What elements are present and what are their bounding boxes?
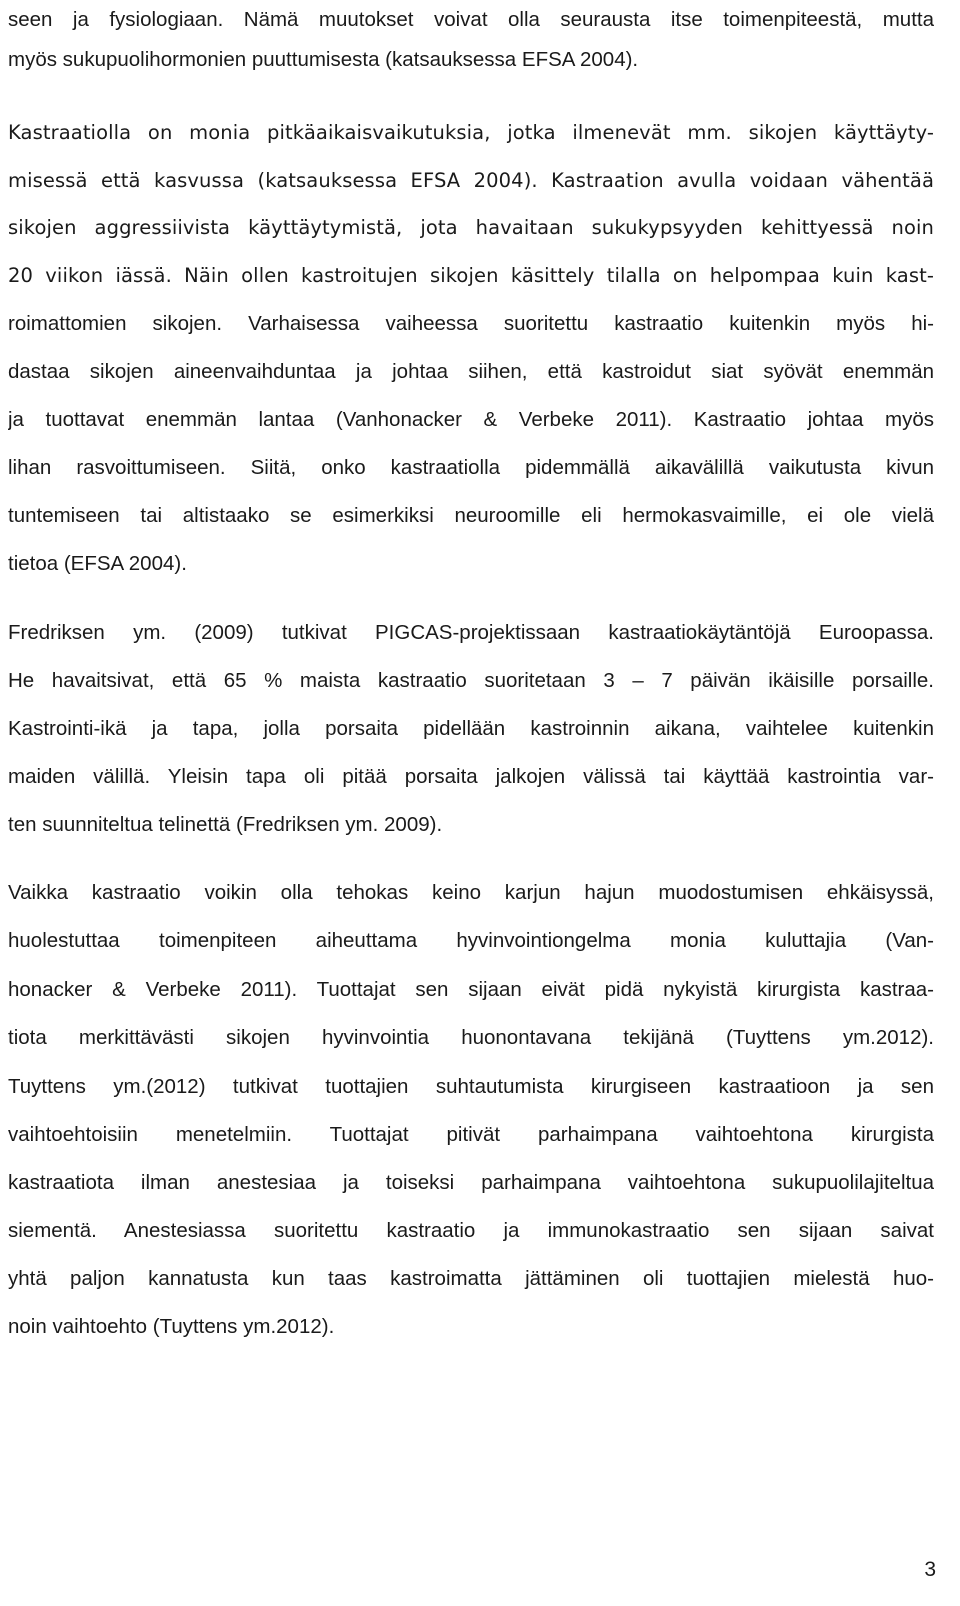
text-line: dastaa sikojen aineenvaihduntaa ja johtaa siihen, että kastroidut siat syövät enemmän bbox=[8, 360, 934, 383]
text-line: myös sukupuolihormonien puuttumisesta (katsauksessa EFSA 2004). bbox=[8, 48, 639, 71]
text-line: ja tuottavat enemmän lantaa (Vanhonacker & Verbeke 2011). Kastraatio johtaa myös bbox=[8, 408, 934, 431]
text-line: 20 viikon iässä. Näin ollen kastroitujen sikojen käsittely tilalla on helpompaa kuin kast- bbox=[8, 264, 934, 287]
text-line: yhtä paljon kannatusta kun taas kastroimatta jättäminen oli tuottajien mielestä huo- bbox=[8, 1267, 934, 1290]
text-line: huolestuttaa toimenpiteen aiheuttama hyvinvointiongelma monia kuluttajia (Van- bbox=[8, 929, 934, 952]
text-line: He havaitsivat, että 65 % maista kastraatio suoritetaan 3 – 7 päivän ikäisille porsaille. bbox=[8, 669, 934, 692]
text-line: vaihtoehtoisiin menetelmiin. Tuottajat pitivät parhaimpana vaihtoehtona kirurgista bbox=[8, 1123, 934, 1146]
text-line: honacker & Verbeke 2011). Tuottajat sen sijaan eivät pidä nykyistä kirurgista kastraa- bbox=[8, 978, 934, 1001]
text-line: noin vaihtoehto (Tuyttens ym.2012). bbox=[8, 1315, 335, 1338]
text-line: tiota merkittävästi sikojen hyvinvointia huonontavana tekijänä (Tuyttens ym.2012). bbox=[8, 1026, 934, 1049]
text-line: Vaikka kastraatio voikin olla tehokas keino karjun hajun muodostumisen ehkäisyssä, bbox=[8, 881, 934, 904]
page-number: 3 bbox=[924, 1558, 936, 1581]
text-line: roimattomien sikojen. Varhaisessa vaiheessa suoritettu kastraatio kuitenkin myös hi- bbox=[8, 312, 934, 335]
text-line: misessä että kasvussa (katsauksessa EFSA 2004). Kastraation avulla voidaan vähentää bbox=[8, 169, 934, 192]
text-line: Fredriksen ym. (2009) tutkivat PIGCAS-projektissaan kastraatiokäytäntöjä Euroopassa. bbox=[8, 621, 934, 644]
text-line: lihan rasvoittumiseen. Siitä, onko kastraatiolla pidemmällä aikavälillä vaikutusta kivun bbox=[8, 456, 934, 479]
text-line: kastraatiota ilman anestesiaa ja toiseksi parhaimpana vaihtoehtona sukupuolilajiteltua bbox=[8, 1171, 934, 1194]
text-line: seen ja fysiologiaan. Nämä muutokset voivat olla seurausta itse toimenpiteestä, mutta bbox=[8, 8, 934, 31]
text-line: tuntemiseen tai altistaako se esimerkiksi neuroomille eli hermokasvaimille, ei ole vielä bbox=[8, 504, 934, 527]
text-line: maiden välillä. Yleisin tapa oli pitää porsaita jalkojen välissä tai käyttää kastrointia var- bbox=[8, 765, 934, 788]
text-line: ten suunniteltua telinettä (Fredriksen ym. 2009). bbox=[8, 813, 443, 836]
text-line: sikojen aggressiivista käyttäytymistä, jota havaitaan sukukypsyyden kehittyessä noin bbox=[8, 216, 934, 239]
text-line: Kastraatiolla on monia pitkäaikaisvaikutuksia, jotka ilmenevät mm. sikojen käyttäyty- bbox=[8, 121, 934, 144]
text-line: Tuyttens ym.(2012) tutkivat tuottajien suhtautumista kirurgiseen kastraatioon ja sen bbox=[8, 1075, 934, 1098]
text-line: tietoa (EFSA 2004). bbox=[8, 552, 187, 575]
text-line: siementä. Anestesiassa suoritettu kastraatio ja immunokastraatio sen sijaan saivat bbox=[8, 1219, 934, 1242]
text-line: Kastrointi-ikä ja tapa, jolla porsaita pidellään kastroinnin aikana, vaihtelee kuitenkin bbox=[8, 717, 934, 740]
